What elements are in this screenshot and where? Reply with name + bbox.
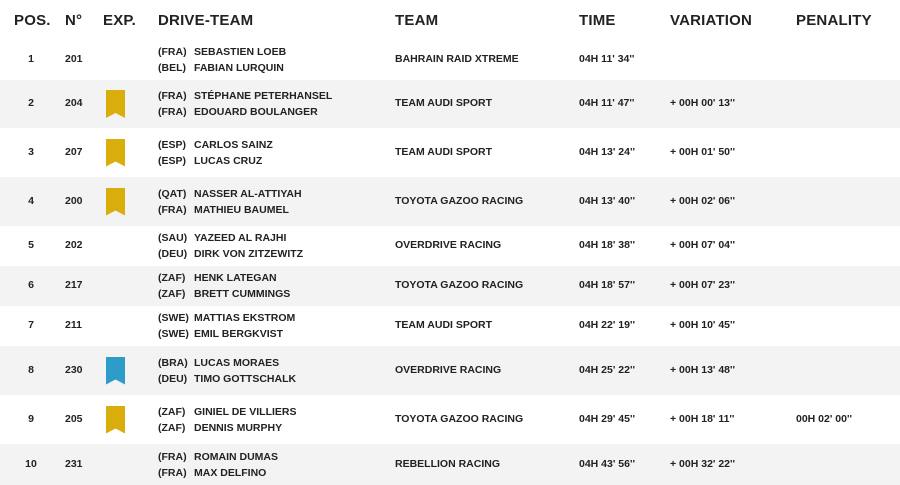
- position: 2: [28, 97, 34, 109]
- driver-nationality: (QAT): [158, 187, 187, 200]
- drivers: [158, 137, 273, 169]
- header-num[interactable]: N°: [65, 12, 83, 29]
- drivers: [158, 404, 297, 436]
- table-row[interactable]: [0, 177, 900, 226]
- variation-value: + 00H 32' 22'': [670, 457, 735, 470]
- codriver-name[interactable]: DENNIS MURPHY: [194, 421, 283, 434]
- driver-nationality: (SAU): [158, 232, 188, 244]
- car-number: 200: [65, 194, 83, 207]
- table-body: [0, 40, 900, 485]
- driver-name[interactable]: ROMAIN DUMAS: [194, 450, 278, 463]
- team-name[interactable]: TEAM AUDI SPORT: [395, 319, 493, 331]
- car-number: 207: [65, 145, 83, 158]
- driver-name[interactable]: NASSER AL-ATTIYAH: [194, 187, 302, 200]
- driver-nationality: (BRA): [158, 356, 188, 369]
- car-number: 231: [65, 457, 83, 470]
- driver-name[interactable]: HENK LATEGAN: [194, 272, 277, 284]
- header-exp[interactable]: EXP.: [103, 12, 137, 29]
- codriver-name[interactable]: MATHIEU BAUMEL: [194, 203, 289, 216]
- variation-value: + 00H 02' 06'': [670, 194, 735, 207]
- variation-value: + 00H 07' 23'': [670, 279, 735, 291]
- header-pos[interactable]: POS.: [14, 12, 51, 29]
- variation-value: + 00H 00' 13'': [670, 97, 735, 109]
- penalty-value: 00H 02' 00'': [796, 412, 852, 425]
- codriver-nationality: (ESP): [158, 154, 187, 167]
- drivers: [158, 355, 296, 387]
- team-name[interactable]: OVERDRIVE RACING: [395, 363, 502, 376]
- table-row[interactable]: [0, 40, 900, 80]
- team-name[interactable]: TOYOTA GAZOO RACING: [395, 279, 524, 291]
- team-name[interactable]: TOYOTA GAZOO RACING: [395, 412, 524, 425]
- driver-nationality: (ESP): [158, 138, 187, 151]
- driver-nationality: (ZAF): [158, 272, 186, 284]
- time-value: 04H 18' 57'': [579, 279, 635, 291]
- table-header: [0, 0, 900, 40]
- time-value: 04H 25' 22'': [579, 363, 635, 376]
- variation-value: + 00H 10' 45'': [670, 319, 735, 331]
- codriver-nationality: (BEL): [158, 62, 186, 74]
- codriver-nationality: (DEU): [158, 248, 188, 260]
- header-penalty[interactable]: PENALITY: [796, 12, 872, 29]
- time-value: 04H 13' 40'': [579, 194, 635, 207]
- driver-nationality: (FRA): [158, 90, 187, 102]
- position: 10: [25, 457, 37, 470]
- codriver-nationality: (SWE): [158, 328, 189, 340]
- codriver-name[interactable]: TIMO GOTTSCHALK: [194, 372, 297, 385]
- codriver-nationality: (ZAF): [158, 421, 186, 434]
- position: 4: [28, 194, 34, 207]
- table-row[interactable]: [0, 266, 900, 306]
- time-value: 04H 13' 24'': [579, 145, 635, 158]
- driver-nationality: (FRA): [158, 450, 187, 463]
- car-number: 202: [65, 239, 83, 251]
- car-number: 205: [65, 412, 83, 425]
- codriver-nationality: (FRA): [158, 203, 187, 216]
- driver-name[interactable]: GINIEL DE VILLIERS: [194, 405, 297, 418]
- driver-name[interactable]: SEBASTIEN LOEB: [194, 46, 287, 58]
- position: 8: [28, 363, 34, 376]
- car-number: 230: [65, 363, 83, 376]
- driver-name[interactable]: CARLOS SAINZ: [194, 138, 273, 151]
- table-row[interactable]: [0, 346, 900, 395]
- team-name[interactable]: TEAM AUDI SPORT: [395, 97, 493, 109]
- time-value: 04H 43' 56'': [579, 457, 635, 470]
- time-value: 04H 22' 19'': [579, 319, 635, 331]
- header-variation[interactable]: VARIATION: [670, 12, 753, 29]
- team-name[interactable]: BAHRAIN RAID XTREME: [395, 53, 519, 65]
- variation-value: + 00H 07' 04'': [670, 239, 735, 251]
- driver-name[interactable]: MATTIAS EKSTROM: [194, 312, 296, 324]
- driver-nationality: (FRA): [158, 46, 187, 58]
- team-name[interactable]: REBELLION RACING: [395, 457, 500, 470]
- table-row[interactable]: [0, 80, 900, 128]
- table-row[interactable]: [0, 395, 900, 444]
- drivers: [158, 449, 278, 481]
- drivers: [158, 88, 332, 120]
- table-row[interactable]: [0, 306, 900, 346]
- position: 5: [28, 239, 34, 251]
- car-number: 204: [65, 97, 83, 109]
- variation-value: + 00H 18' 11'': [670, 412, 735, 425]
- codriver-name[interactable]: EDOUARD BOULANGER: [194, 106, 318, 118]
- drivers: [158, 310, 295, 342]
- driver-name[interactable]: STÉPHANE PETERHANSEL: [194, 90, 333, 102]
- drivers: [158, 44, 286, 76]
- position: 9: [28, 412, 34, 425]
- codriver-name[interactable]: DIRK VON ZITZEWITZ: [194, 248, 304, 260]
- driver-name[interactable]: YAZEED AL RAJHI: [194, 232, 287, 244]
- time-value: 04H 11' 47'': [579, 97, 635, 109]
- variation-value: + 00H 13' 48'': [670, 363, 735, 376]
- header-drive-team[interactable]: DRIVE-TEAM: [158, 12, 254, 29]
- table-row[interactable]: [0, 128, 900, 177]
- position: 3: [28, 145, 34, 158]
- codriver-name[interactable]: FABIAN LURQUIN: [194, 62, 284, 74]
- position: 6: [28, 279, 34, 291]
- car-number: 211: [65, 319, 82, 331]
- time-value: 04H 18' 38'': [579, 239, 635, 251]
- team-name[interactable]: TEAM AUDI SPORT: [395, 145, 493, 158]
- team-name[interactable]: TOYOTA GAZOO RACING: [395, 194, 524, 207]
- drivers: [158, 186, 302, 218]
- codriver-name[interactable]: LUCAS CRUZ: [194, 154, 263, 167]
- table-row[interactable]: [0, 444, 900, 485]
- drivers: [158, 270, 290, 302]
- codriver-nationality: (FRA): [158, 466, 187, 479]
- position: 7: [28, 319, 34, 331]
- drivers: [158, 230, 303, 262]
- header-team[interactable]: TEAM: [395, 12, 439, 29]
- table-row[interactable]: [0, 226, 900, 266]
- codriver-name[interactable]: EMIL BERGKVIST: [194, 328, 284, 340]
- time-value: 04H 29' 45'': [579, 412, 635, 425]
- team-name[interactable]: OVERDRIVE RACING: [395, 239, 502, 251]
- car-number: 201: [65, 53, 83, 65]
- codriver-nationality: (DEU): [158, 372, 188, 385]
- experience-flag-icon: [106, 188, 125, 216]
- variation-value: + 00H 01' 50'': [670, 145, 735, 158]
- driver-name[interactable]: LUCAS MORAES: [194, 356, 280, 369]
- codriver-name[interactable]: BRETT CUMMINGS: [194, 288, 291, 300]
- driver-nationality: (ZAF): [158, 405, 186, 418]
- position: 1: [28, 53, 34, 65]
- driver-nationality: (SWE): [158, 312, 189, 324]
- header-time[interactable]: TIME: [579, 12, 616, 29]
- car-number: 217: [65, 279, 83, 291]
- experience-flag-icon: [106, 357, 125, 385]
- codriver-nationality: (ZAF): [158, 288, 186, 300]
- codriver-name[interactable]: MAX DELFINO: [194, 466, 267, 479]
- codriver-nationality: (FRA): [158, 106, 187, 118]
- experience-flag-icon: [106, 139, 125, 167]
- experience-flag-icon: [106, 90, 125, 118]
- time-value: 04H 11' 34'': [579, 53, 635, 65]
- experience-flag-icon: [106, 406, 125, 434]
